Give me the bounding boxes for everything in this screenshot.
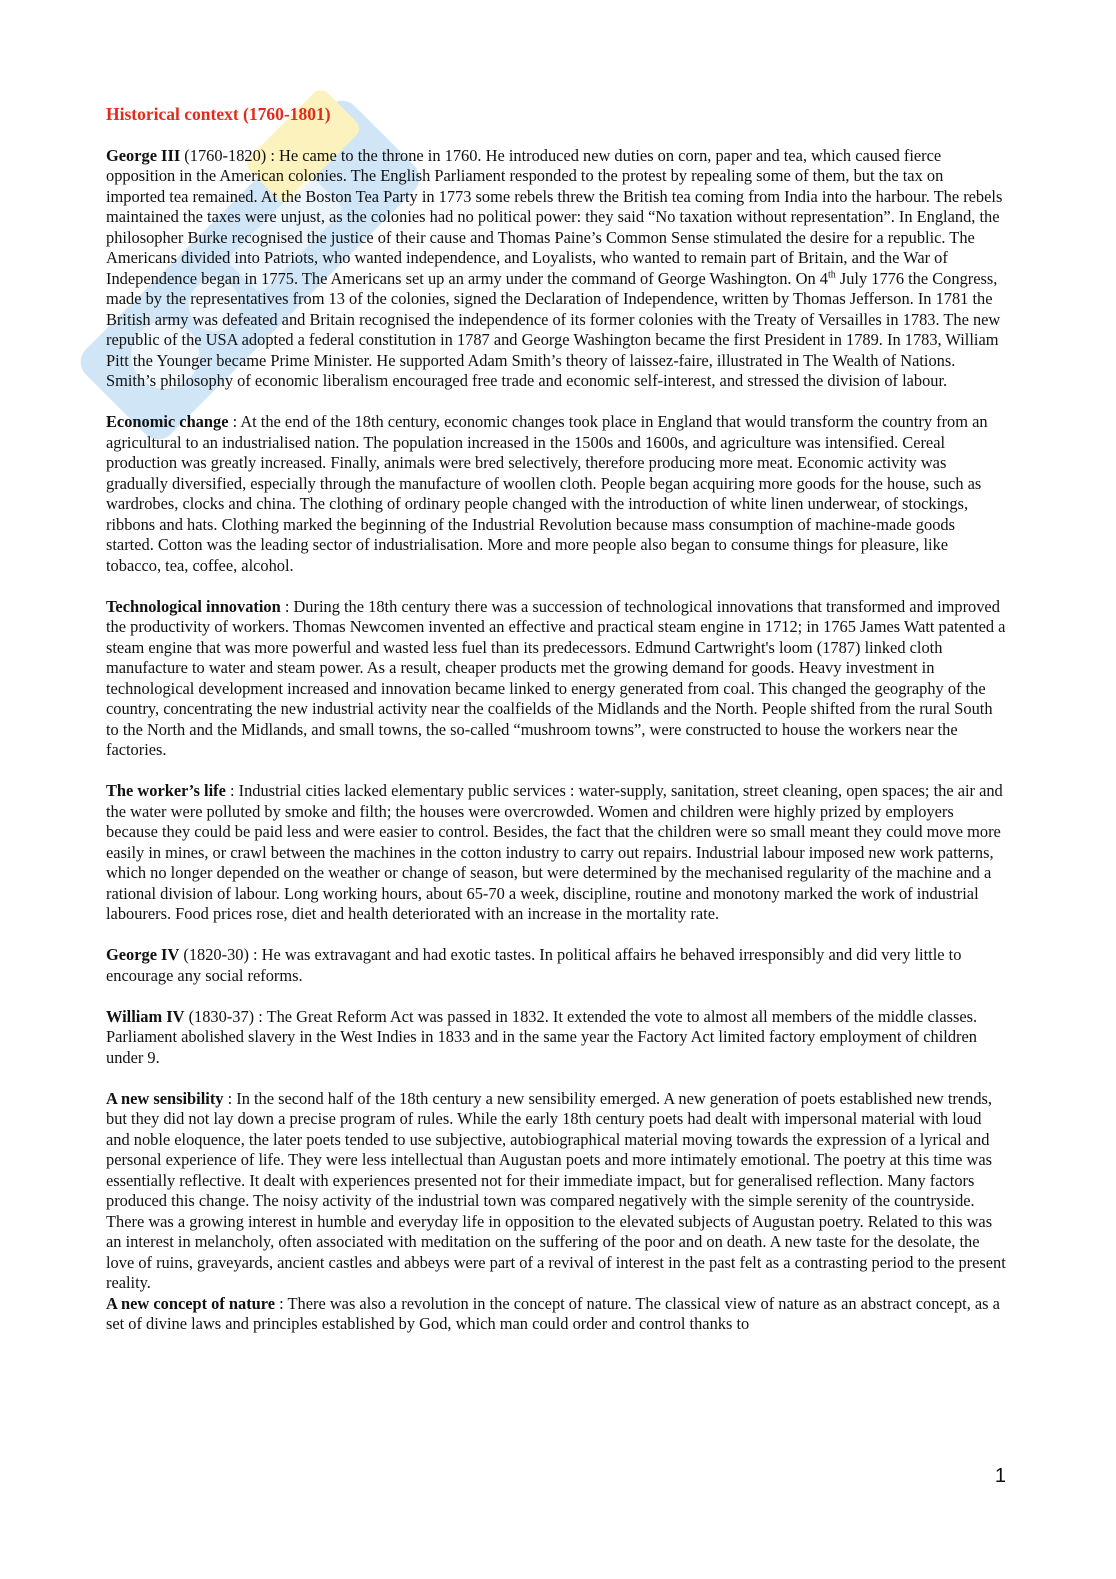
section-technological-innovation [106,597,1006,761]
section-heading: A new sensibility [106,1088,224,1108]
section-text: : There was also a revolution in the concept of nature. The classical view of nature as an abstract concept, as a set of divine laws and principles established by God, which man could order and control thanks to [106,1293,1000,1333]
section-heading: The worker’s life [106,781,226,800]
section-heading: William IV [106,1006,185,1026]
page-number: 1 [994,1465,1006,1487]
section-new-sensibility [106,1089,1006,1294]
section-text-continued: July 1776 the Congress, made by the representatives from 13 of the colonies, signed the Declaration of Independence, written by Thomas Jefferson. In 1781 the British army was defeated and Britain recognised the independence of its former colonies with the Treaty of Versailles in 1783. The new republic of the USA adopted a federal constitution in 1787 and George Washington became the first President in 1789. In 1783, William Pitt the Younger became Prime Minister. He supported Adam Smith’s theory of laissez-faire, illustrated in The Wealth of Nations. Smith’s philosophy of economic liberalism encouraged free trade and economic self-interest, and stressed the division of labour. [106,268,1001,390]
section-heading: Economic change [106,412,229,431]
section-text: : At the end of the 18th century, economic changes took place in England that would transform the country from an agricultural to an industrialised nation. The population increased in the 1500s and 1600s, and agriculture was intensified. Cereal production was greatly increased. Finally, animals were bred selectively, therefore producing more meat. Economic activity was gradually diversified, especially through the manufacture of woollen cloth. People began acquiring more goods for the house, such as wardrobes, clocks and china. The clothing of ordinary people changed with the introduction of white linen underwear, of stockings, ribbons and hats. Clothing marked the beginning of the Industrial Revolution because mass consumption of machine-made goods started. Cotton was the leading sector of industrialisation. More and more people also began to consume things for pleasure, like tobacco, tea, coffee, alcohol. [106,412,988,575]
page-title: Historical context (1760-1801) [106,104,331,124]
document-body [106,104,1006,1335]
section-text: : In the second half of the 18th century a new sensibility emerged. A new generation of poets established new trends, but they did not lay down a precise program of rules. While the early 18th century poets had dealt with impersonal material with loud and noble eloquence, the later poets tended to use subjective, autobiographical material moving towards the expression of a lyrical and personal experience of life. They were less intellectual than Augustan poets and more intimately emotional. The poetry at this time was essentially reflective. It dealt with experiences presented not for their immediate impact, but for generalised reflection. Many factors produced this change. The noisy activity of the industrial town was compared negatively with the simple serenity of the countryside. There was a growing interest in humble and everyday life in opposition to the elevated subjects of Augustan poetry. Related to this was an interest in melancholy, often associated with meditation on the suffering of the poor and on death. A new taste for the desolate, the love of ruins, graveyards, ancient castles and abbeys were part of a revival of interest in the past felt as a contrasting period to the present reality. [106,1088,1006,1292]
section-heading: A new concept of nature [106,1293,276,1313]
section-text: : During the 18th century there was a succession of technological innovations that transformed and improved the productivity of workers. Thomas Newcomen invented an effective and practical steam engine in 1712; in 1765 James Watt patented a steam engine that was more powerful and wasted less fuel than its predecessors. Edmund Cartwright's loom (1787) linked cloth manufacture to water and steam power. As a result, cheaper products met the growing demand for goods. Heavy investment in technological development increased and innovation became linked to energy generated from coal. This changed the geography of the country, concentrating the new industrial activity near the coalfields of the Midlands and the North. People shifted from the rural South to the North and the Midlands, and small towns, the so-called “mushroom towns”, were constructed to house the workers near the factories. [106,596,1006,759]
section-george-iii [106,146,1006,392]
section-george-iv [106,945,1006,986]
section-text: (1760-1820) : He came to the throne in 1760. He introduced new duties on corn, paper and tea, which caused fierce opposition in the American colonies. The English Parliament responded to the protest by repealing some of them, but the tax on imported tea remained. At the Boston Tea Party in 1773 some rebels threw the British tea coming from India into the harbour. The rebels maintained the taxes were unjust, as the colonies had no political power: they said “No taxation without representation”. In England, the philosopher Burke recognised the justice of their cause and Thomas Paine’s Common Sense stimulated the desire for a republic. The Americans divided into Patriots, who wanted independence, and Loyalists, who wanted to remain part of Britain, and the War of Independence began in 1775. The Americans set up an army under the command of George Washington. On 4 [106,145,1003,288]
ordinal-suffix: th [827,269,836,281]
section-text: : Industrial cities lacked elementary public services : water-supply, sanitation, street cleaning, open spaces; the air and the water were polluted by smoke and filth; the houses were overcrowded. Women and children were highly prized by employers because they could be paid less and were easier to control. Besides, the fact that the children were so small meant they could move more easily in mines, or crawl between the machines in the cotton industry to carry out repairs. Industrial labour imposed new work patterns, which no longer depended on the weather or change of season, but were determined by the mechanised regularity of the machine and a rational division of labour. Long working hours, about 65-70 a week, discipline, routine and monotony marked the work of industrial labourers. Food prices rose, diet and health deteriorated with an increase in the mortality rate. [106,781,1003,923]
section-text: (1820-30) : He was extravagant and had exotic tastes. In political affairs he behaved irresponsibly and did very little to encourage any social reforms. [106,945,962,985]
section-william-iv [106,1007,1006,1069]
section-new-concept-of-nature [106,1294,1006,1335]
section-heading: Technological innovation [106,596,281,616]
section-heading: George III [106,145,181,165]
section-economic-change [106,412,1006,576]
section-workers-life [106,781,1006,925]
section-text: (1830-37) : The Great Reform Act was passed in 1832. It extended the vote to almost all members of the middle classes. Parliament abolished slavery in the West Indies in 1833 and in the same year the Factory Act limited factory employment of children under 9. [106,1006,978,1067]
section-heading: George IV [106,945,180,964]
